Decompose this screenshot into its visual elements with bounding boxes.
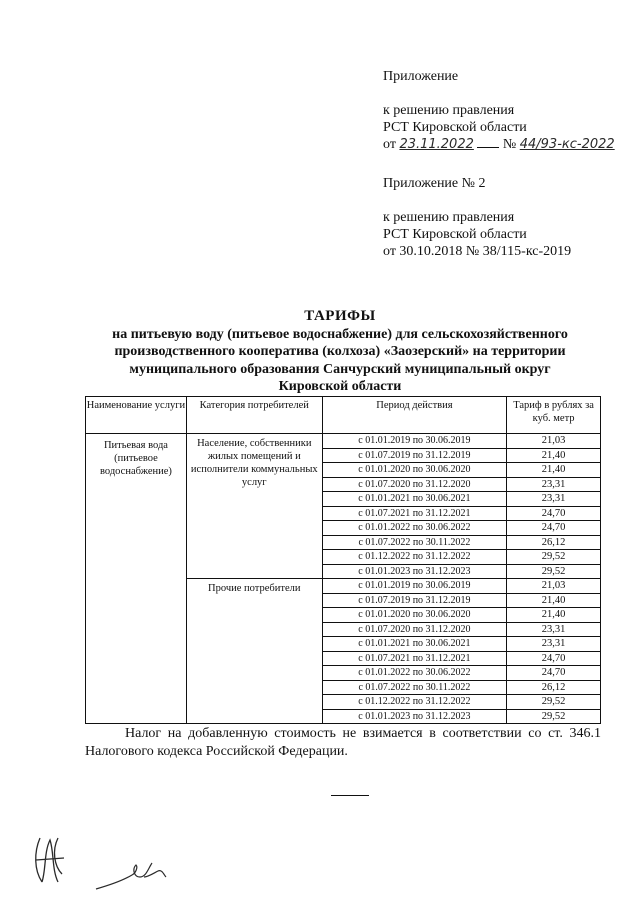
title-line-2: производственного кооператива (колхоза) «Заозерский» на территории — [114, 344, 566, 359]
signature — [92, 855, 172, 895]
appendix-title: Приложение — [383, 69, 459, 84]
title-line-1: на питьевую воду (питьевое водоснабжение) для сельскохозяйственного — [112, 326, 568, 342]
tariff-cell: 23,31 — [507, 622, 601, 637]
period-cell: с 01.01.2022 по 30.06.2022 — [322, 666, 507, 681]
title-main: ТАРИФЫ — [304, 308, 376, 324]
period-cell: с 01.07.2022 по 30.11.2022 — [322, 535, 507, 550]
appendix-decision: к решению правления — [383, 103, 515, 118]
order-no-prefix: № — [502, 137, 517, 152]
period-cell: с 01.01.2020 по 30.06.2020 — [322, 463, 507, 478]
service-cell: Питьевая вода (питьевое водоснабжение) — [86, 434, 187, 724]
title-line-4: Кировской области — [278, 379, 402, 394]
period-cell: с 01.01.2021 по 30.06.2021 — [322, 492, 507, 507]
tariff-cell: 29,52 — [507, 709, 601, 724]
period-cell: с 01.07.2021 по 31.12.2021 — [322, 506, 507, 521]
tariff-cell: 24,70 — [507, 506, 601, 521]
period-cell: с 01.01.2019 по 30.06.2019 — [322, 579, 507, 594]
header-tariff: Тариф в рублях за куб. метр — [507, 397, 601, 434]
period-cell: с 01.01.2023 по 31.12.2023 — [322, 564, 507, 579]
period-cell: с 01.01.2019 по 30.06.2019 — [322, 434, 507, 449]
tariff-cell: 29,52 — [507, 550, 601, 565]
appendix2-header — [383, 175, 571, 260]
period-cell: с 01.01.2021 по 30.06.2021 — [322, 637, 507, 652]
appendix2-decision: к решению правления — [383, 210, 515, 225]
header-period: Период действия — [322, 397, 507, 434]
order-date: 23.11.2022 — [399, 137, 474, 152]
period-cell: с 01.07.2019 по 31.12.2019 — [322, 593, 507, 608]
period-cell: с 01.01.2020 по 30.06.2020 — [322, 608, 507, 623]
tariff-cell: 29,52 — [507, 564, 601, 579]
tariff-cell: 21,40 — [507, 593, 601, 608]
category-cell: Население, собственники жилых помещений и исполнители коммунальных услуг — [186, 434, 322, 579]
tariff-cell: 24,70 — [507, 521, 601, 536]
tariff-cell: 23,31 — [507, 492, 601, 507]
period-cell: с 01.01.2022 по 30.06.2022 — [322, 521, 507, 536]
appendix-header — [383, 68, 615, 153]
document-title — [80, 308, 600, 396]
tariff-cell: 21,03 — [507, 579, 601, 594]
period-cell: с 01.12.2022 по 31.12.2022 — [322, 550, 507, 565]
vat-note: Налог на добавленную стоимость не взимается в соответствии со ст. 346.1 Налогового кодекса Российской Федерации. — [85, 726, 601, 759]
tariff-cell: 21,40 — [507, 608, 601, 623]
tariff-cell: 26,12 — [507, 535, 601, 550]
spacer — [383, 192, 571, 209]
table-header-row — [86, 397, 601, 434]
appendix2-authority: РСТ Кировской области — [383, 227, 527, 242]
period-cell: с 01.07.2019 по 31.12.2019 — [322, 448, 507, 463]
title-line-3: муниципального образования Санчурский муниципальный округ — [129, 361, 551, 377]
tariff-cell: 24,70 — [507, 651, 601, 666]
period-cell: с 01.07.2021 по 31.12.2021 — [322, 651, 507, 666]
header-category: Категория потребителей — [186, 397, 322, 434]
period-cell: с 01.12.2022 по 31.12.2022 — [322, 695, 507, 710]
period-cell: с 01.01.2023 по 31.12.2023 — [322, 709, 507, 724]
spacer — [383, 85, 615, 102]
tariff-cell: 24,70 — [507, 666, 601, 681]
tariff-cell: 23,31 — [507, 637, 601, 652]
divider — [331, 795, 369, 796]
table-row — [86, 434, 601, 449]
period-cell: с 01.07.2020 по 31.12.2020 — [322, 622, 507, 637]
period-cell: с 01.07.2022 по 30.11.2022 — [322, 680, 507, 695]
period-cell: с 01.07.2020 по 31.12.2020 — [322, 477, 507, 492]
order-prefix: от — [383, 137, 396, 152]
category-cell: Прочие потребители — [186, 579, 322, 724]
appendix-order-line — [383, 136, 615, 153]
order-number: 44/93-кс-2022 — [519, 137, 615, 152]
appendix2-title: Приложение № 2 — [383, 176, 486, 191]
tariff-cell: 21,03 — [507, 434, 601, 449]
appendix2-order: от 30.10.2018 № 38/115-кс-2019 — [383, 244, 572, 259]
tariff-cell: 21,40 — [507, 448, 601, 463]
tariff-table — [85, 396, 601, 724]
header-service: Наименование услуги — [86, 397, 187, 434]
tariff-cell: 21,40 — [507, 463, 601, 478]
tariff-cell: 26,12 — [507, 680, 601, 695]
signature-initials — [30, 830, 80, 890]
tariff-cell: 29,52 — [507, 695, 601, 710]
appendix-authority: РСТ Кировской области — [383, 120, 527, 135]
tariff-cell: 23,31 — [507, 477, 601, 492]
